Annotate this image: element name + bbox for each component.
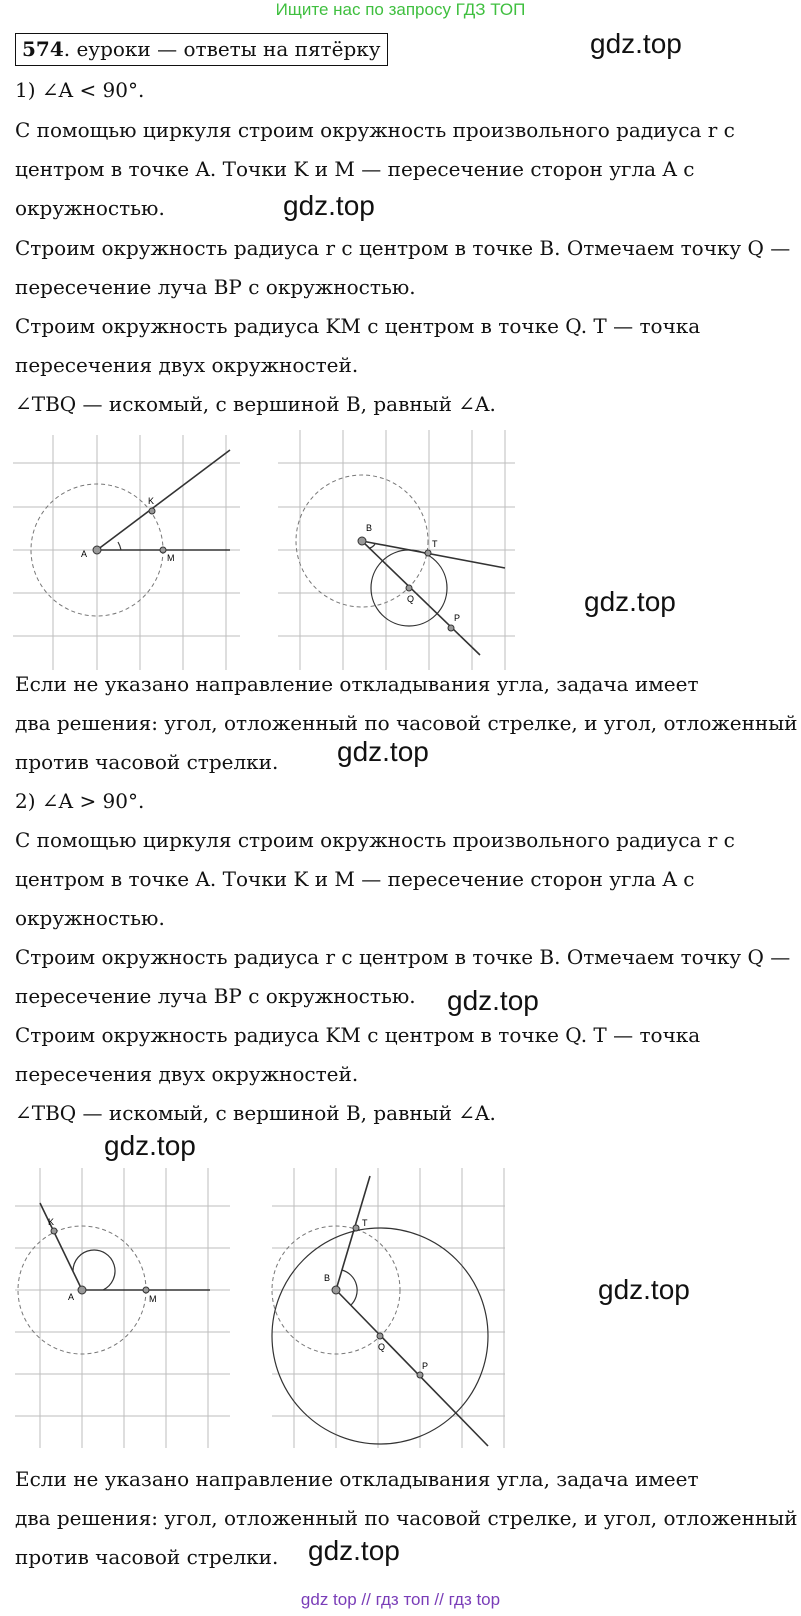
- angle-arc-B: [342, 1270, 357, 1305]
- point-P: [448, 625, 454, 631]
- part1-line: центром в точке A. Точки K и M — пересечение сторон угла A с: [15, 157, 695, 181]
- watermark: gdz.top: [308, 1535, 400, 1566]
- footer-links[interactable]: gdz top // гдз топ // гдз top: [300, 1590, 501, 1609]
- part2-line: пересечение луча BP с окружностью.: [15, 984, 416, 1008]
- part2-line: центром в точке A. Точки K и M — пересечение сторон угла A с: [15, 867, 695, 891]
- ray-BP: [362, 541, 480, 655]
- part2-note: против часовой стрелки.: [15, 1545, 279, 1569]
- label-B: B: [324, 1273, 331, 1283]
- part2-note: Если не указано направление откладывания угла, задача имеет: [15, 1467, 699, 1491]
- part2-line: С помощью циркуля строим окружность произвольного радиуса r с: [15, 828, 735, 852]
- grid: [13, 430, 515, 670]
- label-T: T: [362, 1218, 368, 1228]
- point-A: [93, 546, 101, 554]
- point-B: [332, 1286, 340, 1294]
- point-Q: [377, 1333, 383, 1339]
- part1-line: ∠TBQ — искомый, с вершиной B, равный ∠A.: [15, 392, 496, 416]
- part2-line: Строим окружность радиуса r с центром в точке B. Отмечаем точку Q —: [15, 945, 791, 969]
- angle-arc-B: [370, 544, 375, 548]
- point-P: [417, 1372, 423, 1378]
- label-A: A: [81, 549, 88, 559]
- part2-line: пересечения двух окружностей.: [15, 1062, 359, 1086]
- part1-note: против часовой стрелки.: [15, 750, 279, 774]
- part1-heading: 1) ∠A < 90°.: [15, 78, 145, 102]
- watermark: gdz.top: [598, 1274, 690, 1305]
- label-M: M: [149, 1294, 157, 1304]
- watermark: gdz.top: [283, 190, 375, 221]
- search-banner[interactable]: Ищите нас по запросу ГДЗ ТОП: [275, 0, 526, 19]
- ray-AK: [40, 1203, 82, 1290]
- part1-line: Строим окружность радиуса r с центром в точке B. Отмечаем точку Q —: [15, 236, 791, 260]
- part1-line: С помощью циркуля строим окружность произвольного радиуса r с: [15, 118, 735, 142]
- part1-line: пересечение луча BP с окружностью.: [15, 275, 416, 299]
- part2-line: Строим окружность радиуса KM с центром в точке Q. T — точка: [15, 1023, 701, 1047]
- label-A: A: [68, 1292, 75, 1302]
- angle-arc-A: [118, 542, 121, 550]
- point-T: [425, 550, 431, 556]
- label-P: P: [454, 613, 461, 623]
- label-T: T: [432, 539, 438, 549]
- label-Q: Q: [378, 1342, 386, 1352]
- task-title: . еуроки — ответы на пятёрку: [63, 37, 381, 61]
- part2-note: два решения: угол, отложенный по часовой стрелке, и угол, отложенный: [15, 1506, 798, 1530]
- label-B: B: [366, 523, 373, 533]
- point-M: [143, 1287, 149, 1293]
- grid: [15, 1168, 505, 1448]
- part2-line: ∠TBQ — искомый, с вершиной B, равный ∠A.: [15, 1101, 496, 1125]
- part1-note: два решения: угол, отложенный по часовой стрелке, и угол, отложенный: [15, 711, 798, 735]
- figure-obtuse-angle: [10, 1168, 510, 1454]
- point-Q: [406, 585, 412, 591]
- point-K: [51, 1228, 57, 1234]
- part1-line: окружностью.: [15, 196, 165, 220]
- watermark: gdz.top: [584, 586, 676, 617]
- ray-AK: [97, 450, 230, 550]
- watermark: gdz.top: [447, 985, 539, 1016]
- watermark: gdz.top: [590, 28, 682, 59]
- task-number: 574: [22, 37, 64, 61]
- label-P: P: [422, 1361, 429, 1371]
- point-B: [358, 537, 366, 545]
- part1-line: Строим окружность радиуса KM с центром в точке Q. T — точка: [15, 314, 701, 338]
- watermark: gdz.top: [104, 1130, 196, 1161]
- point-K: [149, 508, 155, 514]
- label-M: M: [167, 553, 175, 563]
- label-K: K: [48, 1217, 55, 1227]
- part2-line: окружностью.: [15, 906, 165, 930]
- ray-BP: [336, 1290, 488, 1446]
- label-Q: Q: [407, 594, 415, 604]
- point-M: [160, 547, 166, 553]
- label-K: K: [148, 496, 155, 506]
- task-header: [15, 33, 388, 66]
- point-T: [353, 1225, 359, 1231]
- watermark: gdz.top: [337, 736, 429, 767]
- part1-line: пересечения двух окружностей.: [15, 353, 359, 377]
- part2-heading: 2) ∠A > 90°.: [15, 789, 145, 813]
- point-A: [78, 1286, 86, 1294]
- figure-acute-angle: [10, 430, 520, 676]
- part1-note: Если не указано направление откладывания угла, задача имеет: [15, 672, 699, 696]
